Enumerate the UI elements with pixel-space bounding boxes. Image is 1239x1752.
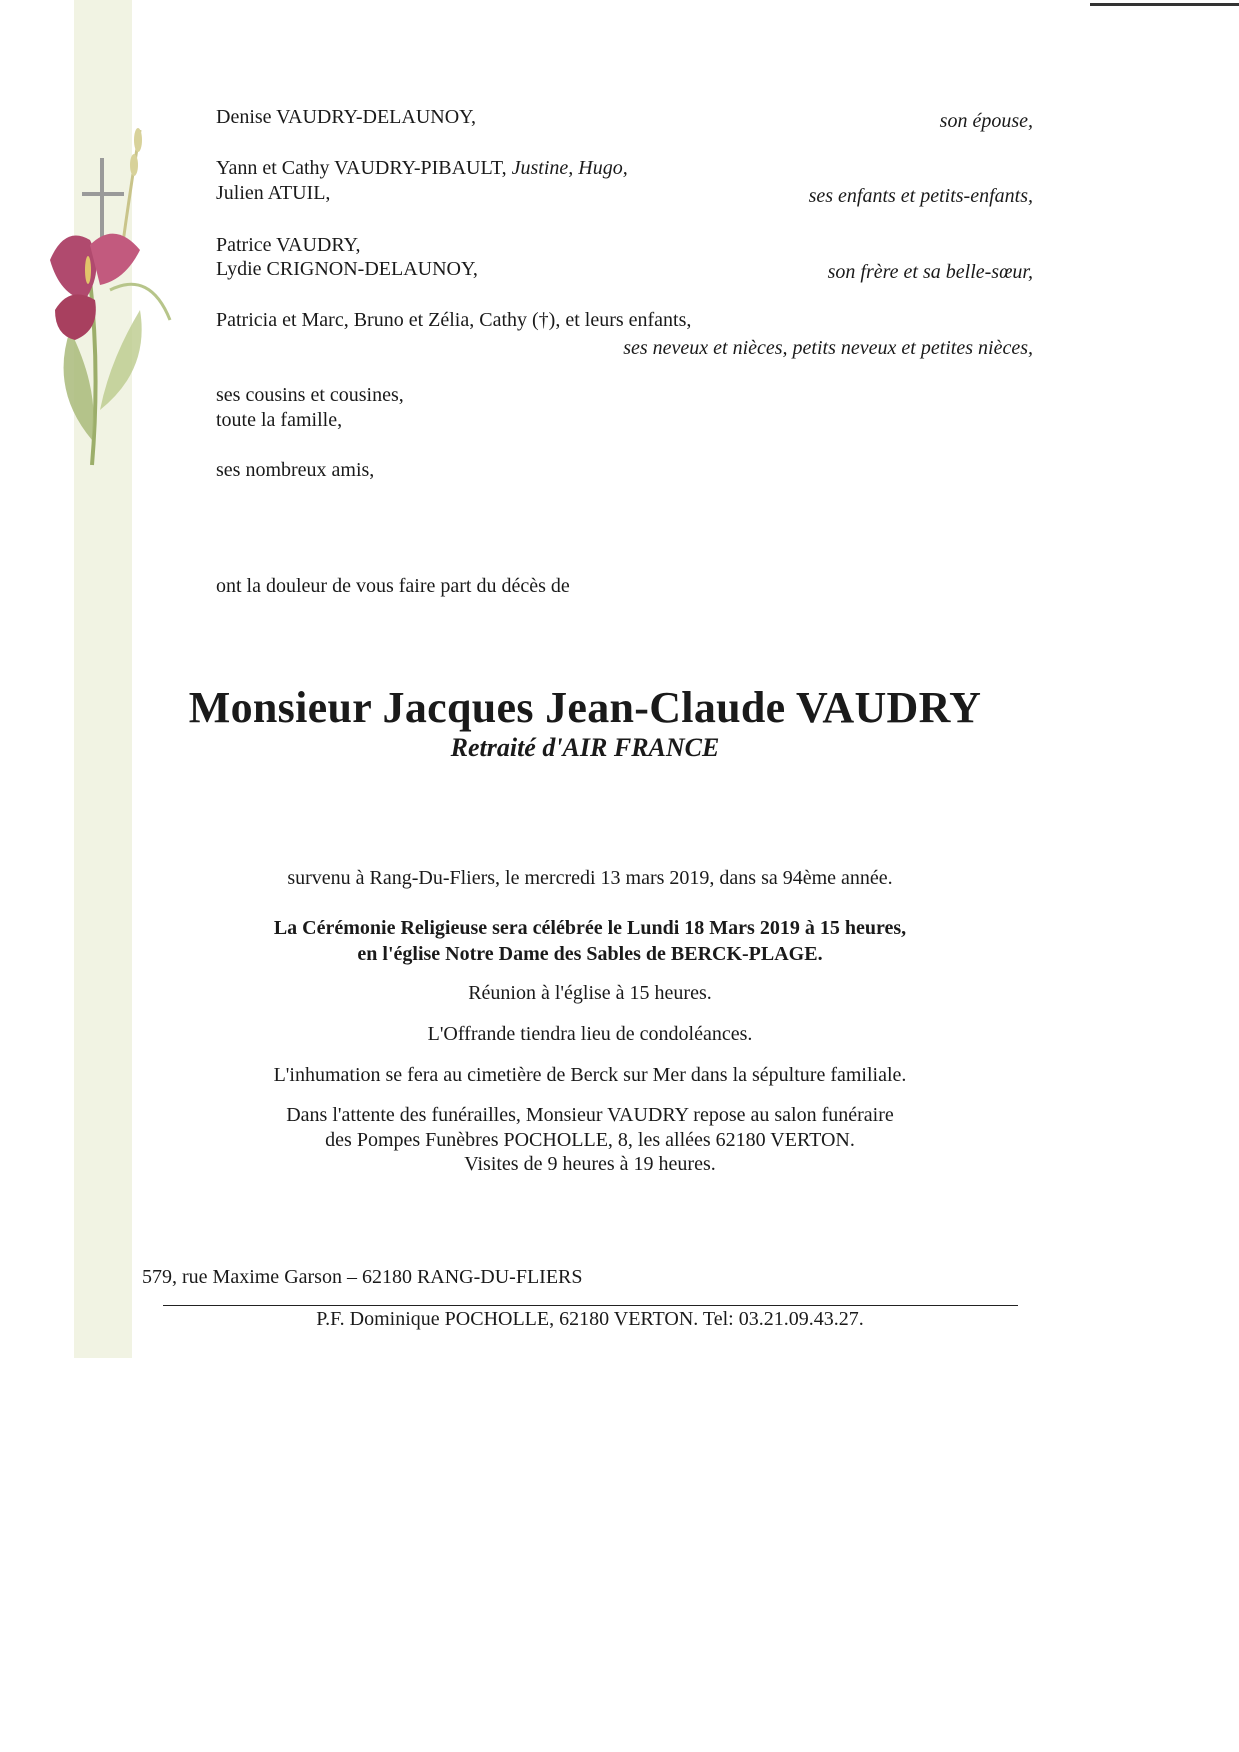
deceased-title: Retraité d'AIR FRANCE — [450, 733, 720, 762]
wife-role: son épouse, — [939, 110, 1033, 132]
ceremony-line-2: en l'église Notre Dame des Sables de BERCK-PLAGE. — [357, 943, 823, 965]
ceremony-line-1: La Cérémonie Religieuse sera célébrée le Lundi 18 Mars 2019 à 15 heures, — [273, 917, 907, 939]
viewing-line-2: des Pompes Funèbres POCHOLLE, 8, les allées 62180 VERTON. — [325, 1129, 855, 1151]
death-info: survenu à Rang-Du-Fliers, le mercredi 13 mars 2019, dans sa 94ème année. — [287, 867, 893, 889]
announcement-intro: ont la douleur de vous faire part du décès de — [216, 575, 570, 597]
meeting-info: Réunion à l'église à 15 heures. — [468, 982, 712, 1004]
burial-info: L'inhumation se fera au cimetière de Berck sur Mer dans la sépulture familiale. — [273, 1064, 907, 1086]
siblings-line-2: Lydie CRIGNON-DELAUNOY, — [216, 258, 478, 280]
offering-info: L'Offrande tiendra lieu de condoléances. — [427, 1023, 753, 1045]
lily-cross-icon — [30, 110, 180, 470]
funeral-home-info: P.F. Dominique POCHOLLE, 62180 VERTON. Tel: 03.21.09.43.27. — [316, 1308, 864, 1330]
family-address: 579, rue Maxime Garson – 62180 RANG-DU-FLIERS — [142, 1266, 583, 1288]
viewing-line-3: Visites de 9 heures à 19 heures. — [464, 1153, 716, 1175]
friends-line: ses nombreux amis, — [216, 459, 375, 481]
siblings-line-1: Patrice VAUDRY, — [216, 234, 361, 256]
grandchildren-names: Justine, Hugo, — [511, 157, 628, 179]
wife-name: Denise VAUDRY-DELAUNOY, — [216, 106, 477, 128]
siblings-role: son frère et sa belle-sœur, — [827, 261, 1033, 283]
children-role: ses enfants et petits-enfants, — [808, 185, 1033, 207]
nephews-role: ses neveux et nièces, petits neveux et petites nièces, — [623, 337, 1033, 359]
footer-rule — [163, 1305, 1018, 1306]
deceased-name: Monsieur Jacques Jean-Claude VAUDRY — [188, 683, 982, 732]
cousins-line-2: toute la famille, — [216, 409, 343, 431]
children-line-2: Julien ATUIL, — [216, 182, 331, 204]
nephews-line: Patricia et Marc, Bruno et Zélia, Cathy (†), et leurs enfants, — [216, 309, 692, 331]
children-line-1 — [216, 157, 628, 180]
cousins-line-1: ses cousins et cousines, — [216, 384, 404, 406]
children-names: Yann et Cathy VAUDRY-PIBAULT, — [216, 157, 507, 179]
viewing-line-1: Dans l'attente des funérailles, Monsieur VAUDRY repose au salon funéraire — [286, 1104, 894, 1126]
top-edge-line — [1090, 3, 1239, 6]
